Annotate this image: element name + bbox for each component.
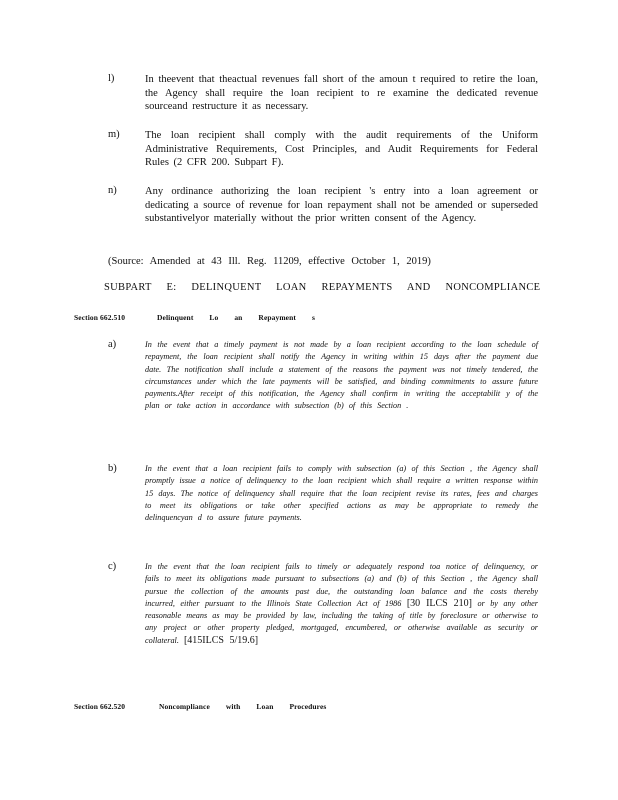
- section-word: Section: [74, 702, 99, 711]
- item-text-part: or by any other reasonable means as may be provided by law, including the taking of title by foreclosure or otherwise to any project or other property pledged, mortgaged, encumbered, or otherwise available as security or collateral.: [145, 598, 538, 645]
- list-item-l: [108, 73, 538, 121]
- list-item-c: [108, 561, 538, 691]
- item-text: Any ordinance authorizing the loan recipient 's entry into a loan agreement or dedicating a source of revenue for loan repayment shall not be amended or superseded substantivelyor materially without the prior written consent of the Agency.: [145, 186, 538, 225]
- section-word: Section: [74, 313, 99, 322]
- item-label: c): [108, 561, 117, 572]
- item-text: In theevent that theactual revenues fall short of the amoun t required to retire the loan, the Agency shall require the loan recipient to re examine the dedicated revenue sourceand restructure it as necessary.: [145, 74, 538, 113]
- section-title: Delinquent Lo an Repayment s: [157, 313, 315, 322]
- item-label: l): [108, 73, 115, 84]
- item-text: [145, 561, 538, 647]
- section-title: Noncompliance with Loan Procedures: [159, 702, 327, 711]
- list-item-b: [108, 463, 538, 549]
- item-label: m): [108, 129, 120, 140]
- item-label: b): [108, 463, 117, 474]
- list-item-m: [108, 129, 538, 177]
- statute-citation: [30 ILCS 210]: [406, 597, 472, 609]
- item-label: n): [108, 185, 117, 196]
- item-label: a): [108, 339, 117, 350]
- list-item-a: [108, 339, 538, 451]
- item-text: In the event that a loan recipient fails to comply with subsection (a) of this Section , the Agency shall promptly issue a notice of delinquency to the loan recipient which shall require a written response within 15 days. The notice of delinquency shall require that the loan recipient revise its rates, fees and charges to meet its obligations or take other specified actions as may be appropriate to remedy the delinquencyan d to assure future payments.: [145, 464, 538, 523]
- section-number: 662.520: [100, 702, 126, 711]
- item-text-part: In the event that the loan recipient fails to timely or adequately respond toa notice of delinquency, or fails to meet its obligations made pursuant to subsections (a) and (b) of this Section , the Agency shall pursue the collection of the amounts past due, the outstanding loan balance and the costs thereby incurred, either pursuant to the Illinois State Collection Act of 1986: [145, 562, 538, 608]
- source-note: (Source: Amended at 43 Ill. Reg. 11209, effective October 1, 2019): [108, 256, 431, 267]
- section-number: 662.510: [100, 313, 126, 322]
- list-item-n: [108, 185, 538, 245]
- item-text: The loan recipient shall comply with the audit requirements of the Uniform Administrative Requirements, Cost Principles, and Audit Requirements for Federal Rules (2 CFR 200. Subpart F).: [145, 130, 538, 169]
- statute-citation: [415ILCS 5/19.6]: [183, 634, 259, 646]
- item-text: In the event that a timely payment is not made by a loan recipient according to the loan schedule of repayment, the loan recipient shall notify the Agency in writing within 15 days after the payment due date. The notification shall include a statement of the reasons the payment was not timely tendered, the circumstances under which the late payments will be satisfied, and binding commitments to assure future payments.After receipt of this notification, the Agency shall confirm in writing the acceptabilit y of the plan or take action in accordance with subsection (b) of this Section .: [145, 340, 538, 411]
- subpart-heading: SUBPART E: DELINQUENT LOAN REPAYMENTS AND NONCOMPLIANCE: [104, 282, 541, 293]
